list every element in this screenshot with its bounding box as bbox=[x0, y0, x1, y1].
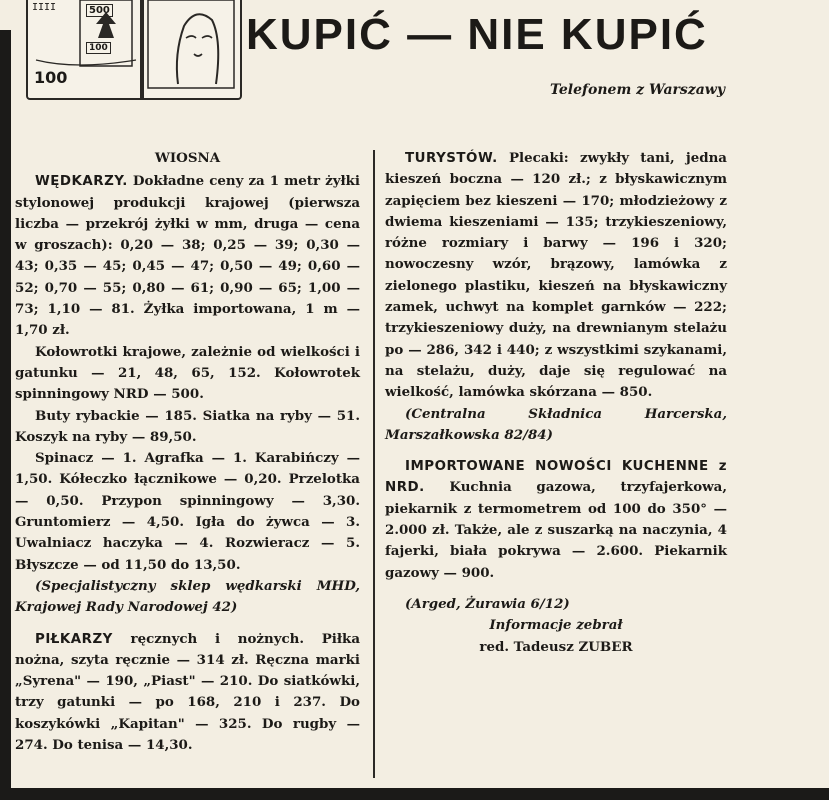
credit-line-2: red. Tadeusz ZUBER bbox=[479, 638, 633, 655]
text-wedkarzy: Dokładne ceny za 1 metr żyłki stylonowej produkcji krajowej (pierwsza liczba — przekrój żyłki w mm, druga — cena w groszach): 0,20 — 38; 0,25 — 39; 0,30 — 43; 0,35 — 45; 0,45 — 47; 0,50 — 49; 0,60 — 52; 0,70 — 55; 0,80 — 61; 0,90 — 65; 1,00 — 73; 1,10 — 81. Żyłka importowana, 1 m — 1,70 zł. bbox=[15, 173, 360, 339]
page-headline: KUPIĆ — NIE KUPIĆ bbox=[246, 10, 708, 59]
logo-ticks: IIII bbox=[32, 2, 57, 13]
lead-import: IMPORTOWANE NOWOŚCI KUCHENNE z NRD. bbox=[385, 459, 727, 496]
source-turystow: (Centralna Składnica Harcerska, Marszałkowska 82/84) bbox=[385, 405, 727, 443]
logo-number: 100 bbox=[34, 68, 68, 87]
column-logo-illustration bbox=[26, 0, 242, 100]
lead-turystow: TURYSTÓW. bbox=[405, 151, 498, 166]
logo-stamp-top: 500 bbox=[86, 4, 113, 17]
paragraph-spinacz: Spinacz — 1. Agrafka — 1. Karabińczy — 1,50. Kółeczko łącznikowe — 0,20. Przelotka — 0,50. Przypon spinningowy — 3,30. Gruntomierz — 4,50. Igła do żywca — 3. Uwalniacz haczyka — 4. Rozwieracz — 5. Błyszcze — od 11,50 do 13,50. bbox=[15, 450, 360, 573]
text-import: Kuchnia gazowa, trzyfajerkowa, piekarnik z termometrem od 100 do 350° — 2.000 zł. Także, ale z suszarką na naczynia, 4 fajerki, biała pokrywa — 2.600. Piekarnik gazowy — 900. bbox=[385, 479, 727, 581]
byline: Telefonem z Warszawy bbox=[550, 82, 725, 98]
article-column-right bbox=[385, 148, 727, 658]
text-pilkarzy: ręcznych i nożnych. Piłka nożna, szyta ręcznie — 314 zł. Ręczna marki „Syrena" — 190, „Piast" — 210. Do siatkówki, trzy gatunki — po 168, 210 i 237. Do koszykówki „Kapitan" — 325. Do rugby — 274. Do tenisa — 14,30. bbox=[15, 630, 360, 754]
source-import: (Arged, Żurawia 6/12) bbox=[405, 595, 570, 612]
lead-wedkarzy: WĘDKARZY. bbox=[35, 174, 128, 190]
logo-stamp-mid: 100 bbox=[86, 42, 111, 54]
paragraph-buty: Buty rybackie — 185. Siatka na ryby — 51. Koszyk na ryby — 89,50. bbox=[15, 407, 360, 445]
credit-line-1 bbox=[385, 615, 727, 636]
credit-collected: Informacje zebrał bbox=[489, 617, 623, 634]
lead-pilkarzy: PIŁKARZY bbox=[35, 631, 113, 647]
source-wedkarzy: (Specjalistyczny sklep wędkarski MHD, Krajowej Rady Narodowej 42) bbox=[15, 577, 360, 616]
bottom-border-bar bbox=[0, 788, 829, 800]
article-column-left bbox=[15, 148, 360, 756]
paragraph-pilkarzy bbox=[15, 629, 360, 757]
column-divider bbox=[373, 150, 375, 778]
text-turystow: Plecaki: zwykły tani, jedna kieszeń boczna — 120 zł.; z błyskawicznym zapięciem bez kieszeni — 170; młodzieżowy z dwiema kieszeniami — 135; trzykieszeniowy, różne rozmiary i barwy — 196 i 320; nowoczesny wzór, brązowy, lamówka z zielonego plastiku, kieszeń na błyskawiczny zamek, uchwyt na komplet garnków — 222; trzykieszeniowy duży, na drewnianym stelażu po — 286, 342 i 440; z wszystkimi szykanami, na stelażu, duży, daje się regulować na wielkość, lamówka skórzana — 850. bbox=[385, 150, 727, 401]
paragraph-kolowrotki: Kołowrotki krajowe, zależnie od wielkości i gatunku — 21, 48, 65, 152. Kołowrotek spinningowy NRD — 500. bbox=[15, 343, 360, 403]
left-border-bar bbox=[0, 30, 11, 800]
paragraph-import bbox=[385, 456, 727, 584]
paragraph-turystow bbox=[385, 148, 727, 404]
paragraph-wedkarzy bbox=[15, 171, 360, 341]
section-title: WIOSNA bbox=[154, 150, 221, 166]
